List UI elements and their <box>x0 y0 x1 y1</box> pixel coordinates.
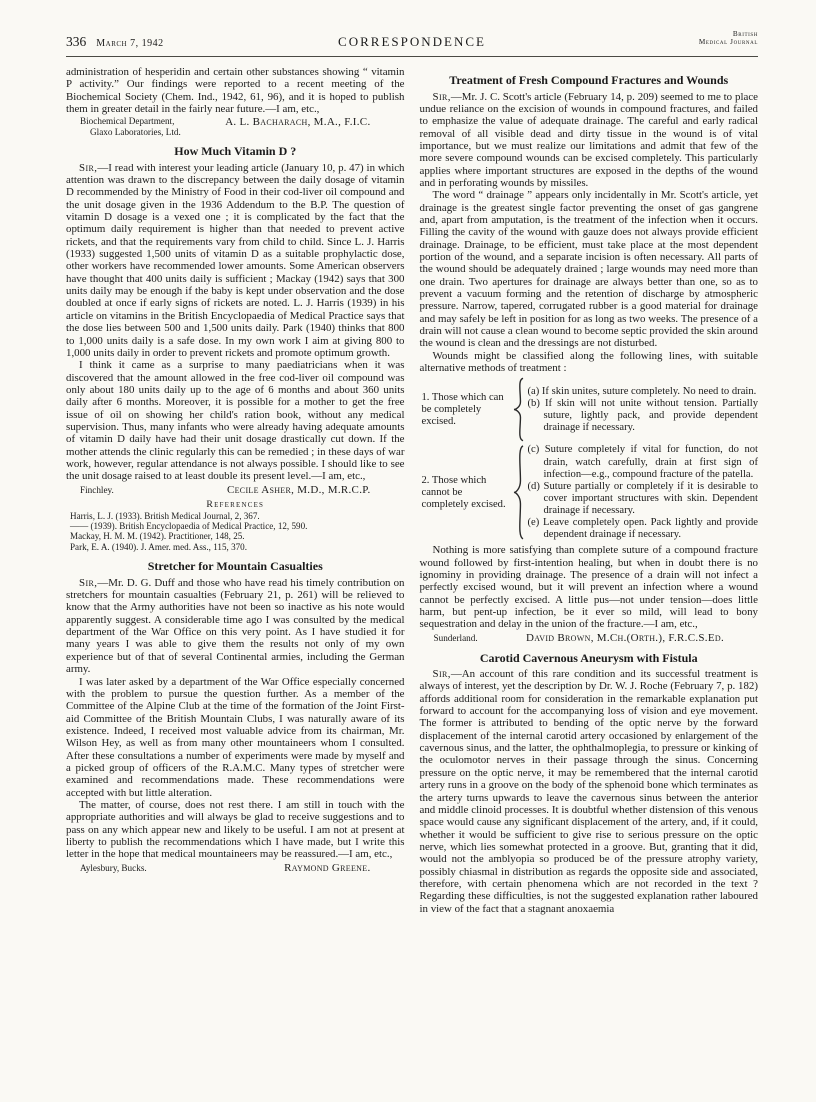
brace-icon <box>512 444 525 541</box>
signature-row-asher <box>66 484 405 496</box>
section-title: CORRESPONDENCE <box>338 34 486 49</box>
classification-item: (b) If skin will not unite without tension. Partially suture, lightly pack, and provide dependent drainage if necessary. <box>527 397 758 433</box>
left-column <box>66 66 405 915</box>
classification-item: (e) Leave completely open. Pack lightly and provide dependent drainage if necessary. <box>527 516 758 541</box>
reference-entry: Mackay, H. M. M. (1942). Practitioner, 148, 25. <box>70 531 245 542</box>
right-column <box>420 66 759 915</box>
signature-name: Cecile Asher, M.D., M.R.C.P. <box>226 483 371 496</box>
paragraph-text: —Mr. D. G. Duff and those who have read his timely contribution on stretchers for mountain casualties (February 21, p. 261) will be relieved to know that the Army authorities have not been so inactive as his note would apparently suggest. A considerable time ago I was consulted by the medical department of the War Office on this very point. As I have studied it for many years I was able to give them the results not only of my own experience but of that of several Continental armies, including the German army. <box>66 576 405 676</box>
references-section <box>66 499 405 553</box>
salutation: Sir, <box>432 668 451 681</box>
journal-name-line2: Medical Journal <box>698 38 759 47</box>
letter-title-vitamin-d: How Much Vitamin D ? <box>174 144 297 159</box>
letter-paragraph <box>420 91 759 190</box>
reference-entry: —— (1939). British Encyclopaedia of Medical Practice, 12, 590. <box>70 521 308 532</box>
classification-item: (c) Suture completely if vital for function, do not drain, watch carefully, drain at first sign of infection—e.g., compound fracture of the patella. <box>527 444 758 480</box>
letter-paragraph: The matter, of course, does not rest there. I am still in touch with the appropriate authorities and will always be glad to receive suggestions and to pass on any which appear new and likely to be useful. I am not at present at liberty to publish the recommendations which I have made, but I write this letter in the hope that medical mountaineers may be reassured.—I am, etc., <box>66 798 405 861</box>
letter-paragraph <box>66 577 405 676</box>
header-left <box>66 34 338 50</box>
signature-place: Aylesbury, Bucks. <box>80 862 147 873</box>
signature-place: Sunderland. <box>433 632 478 643</box>
issue-date: March 7, 1942 <box>96 38 164 49</box>
content-columns <box>0 57 816 915</box>
letter-paragraph: I think it came as a surprise to many paediatricians when it was discovered that the amount allowed in the free cod-liver oil compound was only about 180 units daily up to the age of 6 months and about 360 units daily after 6 months. Moreover, it is possible for a mother to get the free issue of oil on showing her child's ration book, without any medical supervision. Thus, many infants who were already having adequate amounts of vitamin D daily have had their unit dosage drastically cut down. If the mother attends the clinic regularly this can be remedied ; in these days of war work, however, regular attendance is not always possible. I should like to see the unit dosage raised to at least double its present level.—I am, etc., <box>66 359 405 483</box>
address-line-1: Biochemical Department, <box>80 116 175 127</box>
salutation: Sir, <box>79 576 98 589</box>
classification-items <box>525 444 759 541</box>
letter-paragraph <box>66 162 405 360</box>
classification-group-label: 2. Those which cannot be completely excised. <box>421 474 506 510</box>
classification-group-2 <box>422 444 759 541</box>
classification-group-label: 1. Those which can be completely excised. <box>421 391 504 427</box>
signature-place: Finchley. <box>80 484 114 495</box>
reference-entry: Harris, L. J. (1933). British Medical Journal, 2, 367. <box>70 510 260 521</box>
signature-name: Raymond Greene. <box>284 861 371 874</box>
references-title: References <box>206 498 265 510</box>
brace-icon <box>512 377 525 442</box>
address-line-2: Glaxo Laboratories, Ltd. <box>90 126 181 137</box>
page-header <box>0 0 816 50</box>
classification-group-1 <box>422 377 759 442</box>
journal-name-line1: British <box>732 30 759 38</box>
signature-block-bacharach <box>66 116 405 137</box>
letter-title-fractures: Treatment of Fresh Compound Fractures and Wounds <box>449 73 729 87</box>
signature-row-greene <box>66 862 405 874</box>
paragraph-text: —Mr. J. C. Scott's article (February 14, p. 209) seemed to me to place undue reliance on the excision of wounds in compound fractures, and failed to emphasize the value of adequate drainage. The careful and early radical removal of all visible dead and dirty tissue in the wound is of vital importance, but we must realize our limitations and admit that few of the more severe compound wounds can be excised completely. This particularly applies where important structures are exposed in the depths of the wound and in perforating wounds by missiles. <box>419 90 758 189</box>
classification-item: (a) If skin unites, suture completely. No need to drain. <box>527 385 757 397</box>
journal-name <box>486 30 758 46</box>
letter-title-aneurysm: Carotid Cavernous Aneurysm with Fistula <box>479 650 698 665</box>
letter-title-stretcher: Stretcher for Mountain Casualties <box>147 559 323 574</box>
letter-paragraph <box>420 668 759 915</box>
signature-name: David Brown, M.Ch.(Orth.), F.R.C.S.Ed. <box>525 631 724 644</box>
continuation-paragraph: administration of hesperidin and certain other substances showing “ vitamin P activity.” Our findings were reported to a recent meeting of the Biochemical Society (Chem. Ind., 1942, 61, 96), and it is hoped to publish them in greater detail in the fairly near future.—I am, etc., <box>66 66 405 116</box>
letter-paragraph: The word “ drainage ” appears only incidentally in Mr. Scott's article, yet drainage is the greatest single factor preventing the onset of gas gangrene and, apart from amputation, is the treatment of the infection when it occurs. Filling the cavity of the wound with gauze does not always provide efficient drainage. Drainage, to be efficient, must take place at the most dependent portion of the wound, and a separate incision is often necessary. All parts of the wound should be adequately drained ; large wounds may need more than one drain. Two apertures for drainage are always better than one, so as to prevent a vacuum forming and the retention of discharge by atmospheric pressure. Narrow, tapered, corrugated rubber is a good material for drainage and may safely be left in position for as long as two weeks. The presence of a drain will not cause a clean wound to become septic provided the skin around the wound is clean and the dressings are not disturbed. <box>419 189 758 350</box>
salutation: Sir, <box>79 161 98 174</box>
paragraph-text: —I read with interest your leading article (January 10, p. 47) in which attention was drawn to the discrepancy between the daily dosage of vitamin D recommended by the Ministry of Food in their cod-liver oil compound and the unit dosage given in the 1936 Addendum to the B.P. The question of vitamin D dosage is a vexed one ; it is complicated by the fact that the optimum daily requirement is higher than that needed to prevent active rickets, and that the requirements vary from child to child. Since L. J. Harris (1933) suggested 1,500 units of vitamin D as a suitable prophylactic dose, other workers have recommended lower amounts. Some American observers have thought that 400 units daily is sufficient ; Mackay (1942) says that 300 units daily may be enough if the baby is kept under observation and the dose doubled at once if early signs of rickets are noted. L. J. Harris (1939) in his article on vitamins in the British Encyclopaedia of Medical Practice says that the dose lies between 500 and 1,500 units daily. Park (1940) thinks that 800 to 1,000 units daily is a safe dose. In my own work I aim at giving 800 to 1,000 units daily in order to prevent rickets and promote optimum growth. <box>66 161 405 359</box>
wound-classification <box>422 377 759 541</box>
paragraph-text: —An account of this rare condition and its successful treatment is always of interest, yet the description by Dr. W. J. Roche (February 7, p. 182) affords additional room for consideration in the remarkable explanation put forward to account for the accompanying loss of vision and eye movement. The former is attributed to bending of the optic nerve by the forward displacement of the internal carotid artery occasioned by enlargement of the cavernous sinus, and the latter, the ophthalmoplegia, to pressure or kinking of the oculomotor nerves in their passage through the sinus. Concerning pressure on the optic nerve, it may be remembered that the internal carotid artery runs in a groove on the body of the sphenoid bone which terminates as the artery turns upwards to leave the cavernous sinus between the anterior and middle clinoid processes. It is doubtful whether distension of this venous space would cause any significant displacement of the artery, and, if it could, whether it would be sufficient to give rise to serious pressure on the optic nerve, which lies somewhat protected in a groove. But, granting that it did, would not the amblyopia so produced be of the pressure atrophy variety, possibly chiasmal in distribution as regards the opposite side and associated, therefore, with certain phenomena which are not recorded in the text ? Regarding these difficulties, is not the suggested explanation rather laboured in view of the fact that a stagnant anoxaemia <box>419 668 758 915</box>
letter-paragraph: Wounds might be classified along the following lines, with suitable alternative methods of treatment : <box>419 349 758 375</box>
letter-paragraph: Nothing is more satisfying than complete suture of a compound fracture wound followed by first-intention healing, but when in doubt there is no ignominy in providing drainage. The presence of a drain will not infect a perfectly excised wound, but it will prevent an infection where a wound cannot be perfectly excised. A little pus—not under tension—does little harm, but pent-up infection, be it ever so mild, will lead to bony sequestration and delay in the union of the fracture.—I am, etc., <box>419 544 758 631</box>
classification-items <box>525 386 759 434</box>
reference-entry: Park, E. A. (1940). J. Amer. med. Ass., 115, 370. <box>70 541 247 552</box>
letter-paragraph: I was later asked by a department of the War Office especially concerned with the problem to pursue the question further. As a member of the Committee of the Alpine Club at the time of the formation of the Joint First-aid Committee of the British Mountain Clubs, I was naturally aware of its existence. Indeed, I received most valuable advice from its chairman, Mr. Wilson Hey, as well as from many other mountaineers whom I consulted. After these consultations a number of experiments were made by myself and a picked group of officers of the R.A.M.C. Many types of stretcher were examined and recommendations made. These recommendations were accepted with but little alteration. <box>66 675 405 799</box>
signature-address <box>66 116 181 137</box>
page-number: 336 <box>66 34 87 49</box>
signature-row-brown <box>420 632 759 644</box>
classification-item: (d) Suture partially or completely if it is desirable to cover important structures with skin. Dependent drainage if necessary. <box>527 480 758 516</box>
salutation: Sir, <box>432 90 451 103</box>
signature-name: A. L. Bacharach, M.A., F.I.C. <box>225 116 371 129</box>
